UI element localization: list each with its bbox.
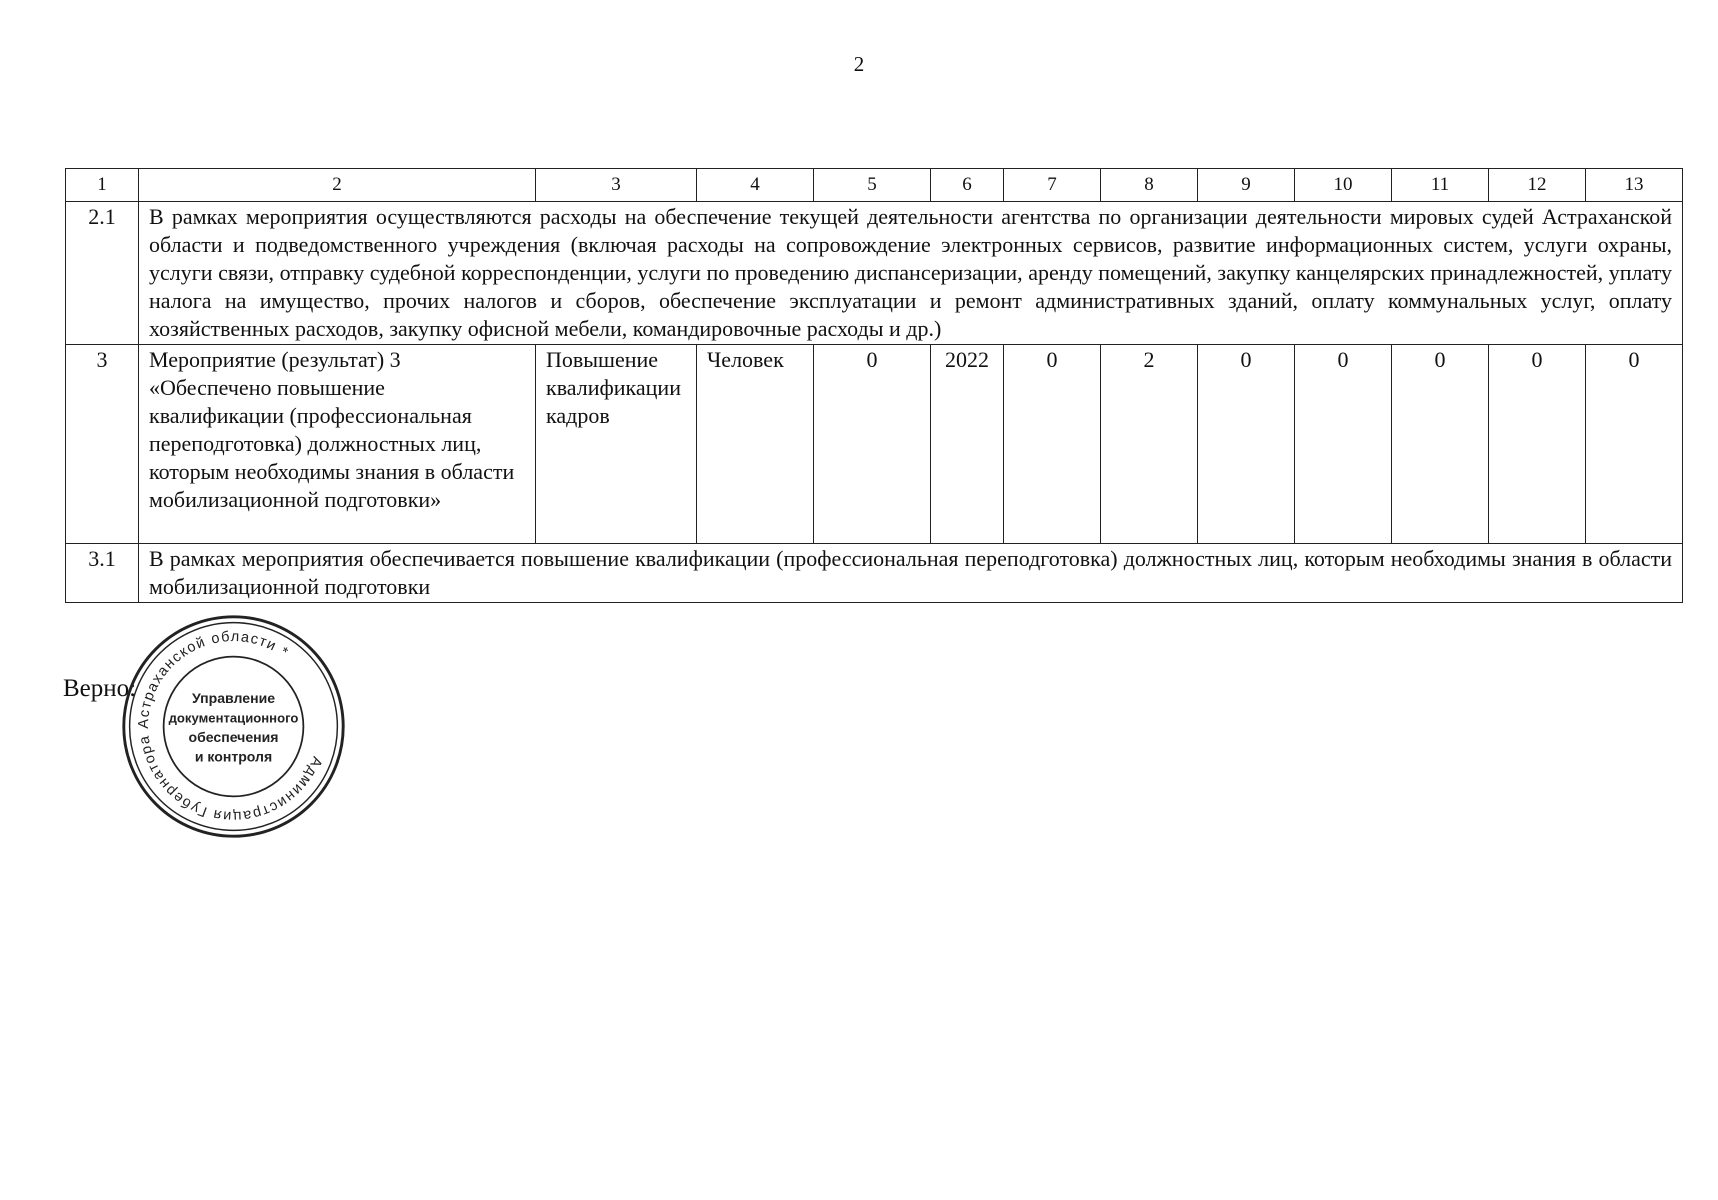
seal-ring-textpath: Администрация Губернатора Астраханской области * (135, 628, 325, 825)
value-col-6: 2022 (931, 345, 1004, 544)
seal-center-line: и контроля (194, 748, 273, 765)
indicator-name: Повышение квалификации кадров (536, 345, 697, 544)
header-cell: 12 (1489, 169, 1586, 202)
value-col-5: 0 (814, 345, 931, 544)
header-cell: 2 (139, 169, 536, 202)
row-description: В рамках мероприятия осуществляются расходы на обеспечение текущей деятельности агентства по организации деятельности мировых судей Астраханской области и подведомственного учреждения (включая расходы на сопровождение электронных сервисов, развитие информационных систем, услуги охраны, услуги связи, отправку судебной корреспонденции, услуги по проведению диспансеризации, аренду помещений, закупку канцелярских принадлежностей, уплату налога на имущество, прочих налогов и сборов, обеспечение эксплуатации и ремонт административных зданий, оплату коммунальных услуг, оплату хозяйственных расходов, закупку офисной мебели, командировочные расходы и др.) (139, 202, 1683, 345)
table-row-3-1 (66, 544, 1683, 603)
table-row-2-1 (66, 202, 1683, 345)
value-col-11: 0 (1392, 345, 1489, 544)
seal-outer-ring (124, 617, 343, 836)
row-number: 2.1 (66, 202, 139, 345)
row-description: В рамках мероприятия обеспечивается повышение квалификации (профессиональная переподготовка) должностных лиц, которым необходимы знания в области мобилизационной подготовки (139, 544, 1683, 603)
value-col-7: 0 (1004, 345, 1101, 544)
measure-name: Мероприятие (результат) 3 «Обеспечено повышение квалификации (профессиональная переподготовка) должностных лиц, которым необходимы знания в области мобилизационной подготовки» (139, 345, 536, 544)
seal-outer-ring-inner (130, 623, 338, 831)
header-row (66, 169, 1683, 202)
header-cell: 11 (1392, 169, 1489, 202)
value-col-9: 0 (1198, 345, 1295, 544)
header-cell: 5 (814, 169, 931, 202)
verno-label: Верно: (63, 675, 137, 702)
header-cell: 3 (536, 169, 697, 202)
header-cell: 6 (931, 169, 1004, 202)
indicators-table (65, 168, 1683, 603)
unit-of-measure: Человек (697, 345, 814, 544)
page-number: 2 (853, 52, 865, 76)
header-cell: 9 (1198, 169, 1295, 202)
official-seal (117, 610, 350, 843)
header-cell: 7 (1004, 169, 1101, 202)
header-cell: 10 (1295, 169, 1392, 202)
header-cell: 1 (66, 169, 139, 202)
header-cell: 4 (697, 169, 814, 202)
header-cell: 8 (1101, 169, 1198, 202)
value-col-12: 0 (1489, 345, 1586, 544)
header-cell: 13 (1586, 169, 1683, 202)
value-col-8: 2 (1101, 345, 1198, 544)
seal-center-line: документационного (168, 710, 299, 726)
value-col-10: 0 (1295, 345, 1392, 544)
seal-inner-ring (164, 657, 304, 797)
seal-center-line: обеспечения (188, 729, 279, 746)
table-row-3 (66, 345, 1683, 544)
row-number: 3 (66, 345, 139, 544)
row-number: 3.1 (66, 544, 139, 603)
value-col-13: 0 (1586, 345, 1683, 544)
seal-center-line: Управление (191, 690, 276, 707)
